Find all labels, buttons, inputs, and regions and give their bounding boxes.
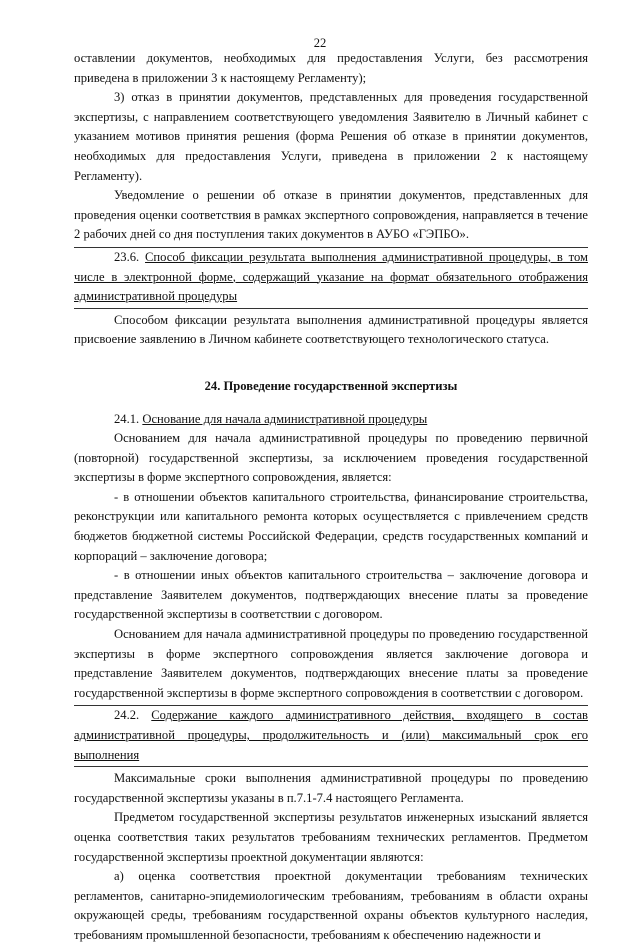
section-number: 24.1. — [114, 411, 143, 426]
paragraph: Уведомление о решении об отказе в принятии документов, представленных для проведения оценки соответствия в рамках экспертного сопровождения, направляется в течение 2 рабочих дней со дня поступления таких документов в АУБО «ГЭПБО». — [74, 188, 588, 242]
page-number: 22 — [313, 36, 327, 50]
paragraph: оставлении документов, необходимых для предоставления Услуги, без рассмотрения приведена в приложении 3 к настоящему Регламенту); — [74, 51, 588, 85]
section-title — [74, 410, 588, 430]
section-title-text: Содержание каждого административного действия, входящего в состав административной процедуры, продолжительность и (или) максимальный срок его выполнения — [74, 708, 588, 762]
section-number: 24.2. — [114, 708, 152, 723]
paragraph: Основанием для начала административной процедуры по проведению первичной (повторной) государственной экспертизы, за исключением проведения государственной экспертизы в форме экспертного сопровождения, является: — [74, 431, 588, 485]
section-title — [74, 706, 588, 765]
paragraph: Максимальные сроки выполнения административной процедуры по проведению государственной экспертизы указаны в п.7.1-7.4 настоящего Регламента. — [74, 771, 588, 805]
section-title-text: Основание для начала административной процедуры — [142, 411, 428, 426]
section-number: 23.6. — [114, 249, 146, 264]
paragraph: Способом фиксации результата выполнения административной процедуры является присвоение заявлению в Личном кабинете соответствующего технологического статуса. — [74, 312, 588, 347]
section-title — [74, 248, 588, 307]
section-24-2-header — [74, 705, 588, 767]
paragraph: Предметом государственной экспертизы результатов инженерных изысканий является оценка соответствия таких результатов требованиям технических регламентов. Предметом государственной экспертизы проектной документации являются: — [74, 810, 588, 864]
paragraph: Основанием для начала административной процедуры по проведению государственной экспертизы в форме экспертного сопровождения является заключение договора и представление Заявителем документов, подтверждающих внесение платы за проведение государственной экспертизы в форме экспертного сопровождения в соответствии с договором. — [74, 627, 588, 700]
section-title-text: Способ фиксации результата выполнения административной процедуры, в том числе в электронной форме, содержащий указание на формат обязательного отображения административной процедуры — [74, 249, 588, 304]
section-23-6-header — [74, 247, 588, 309]
list-item: - в отношении объектов капитального строительства, финансирование строительства, реконструкции или капитального ремонта которых осуществляется с привлечением средств бюджетов бюджетной системы Российской Федерации, средств государственных компаний и корпораций – заключение договора; — [74, 489, 588, 563]
list-item: а) оценка соответствия проектной документации требованиям технических регламентов, санитарно-эпидемиологическим требованиям, требованиям в области охраны окружающей среды, требованиям государственной охраны объектов культурного наследия, требованиям промышленной безопасности, требованиям к обеспечению надежности и — [74, 869, 588, 942]
paragraph: 3) отказ в принятии документов, представленных для проведения государственной экспертизы, с направлением соответствующего уведомления Заявителю в Личный кабинет с указанием мотивов принятия решения (форма Решения об отказе в принятии документов, необходимых для предоставления Услуги, приведена в приложении 2 к настоящему Регламенту). — [74, 90, 588, 183]
list-item: - в отношении иных объектов капитального строительства – заключение договора и представление Заявителем документов, подтверждающих внесение платы за проведение государственной экспертизы в соответствии с договором. — [74, 568, 588, 622]
section-heading: 24. Проведение государственной экспертизы — [204, 378, 458, 393]
document-body — [74, 49, 588, 946]
